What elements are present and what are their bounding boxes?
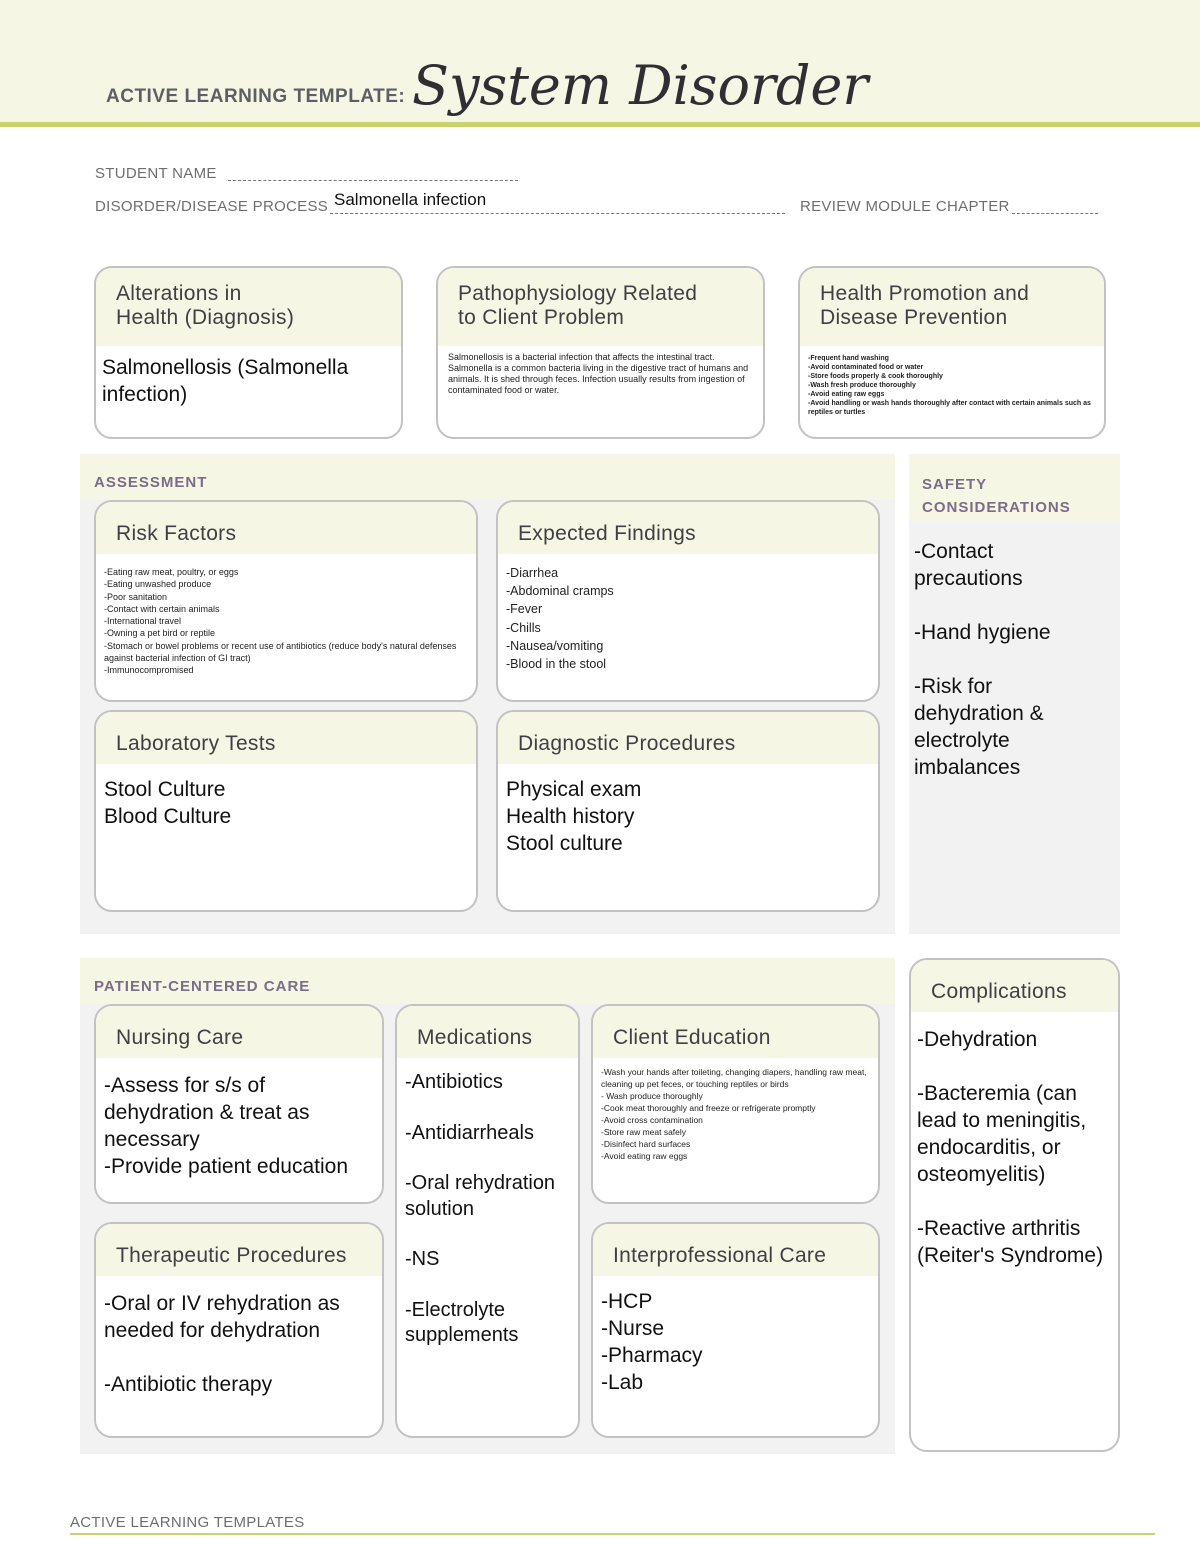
therapeutic-procedures-body — [96, 1276, 382, 1398]
nursing-care-card — [94, 1004, 384, 1204]
interprofessional-item: -Lab — [601, 1371, 644, 1394]
client-education-item: -Wash your hands after toileting, changing diapers, handling raw meat, cleaning up pet feces, or touching reptiles or birds — [601, 1067, 870, 1089]
nursing-care-title: Nursing Care — [96, 1006, 382, 1058]
health-promotion-title-line2: Disease Prevention — [820, 306, 1008, 329]
nursing-care-body — [96, 1058, 382, 1180]
client-education-item: -Avoid cross contamination — [601, 1115, 703, 1125]
complications-card — [909, 958, 1120, 1452]
laboratory-tests-card — [94, 710, 478, 912]
expected-findings-body — [498, 554, 878, 673]
interprofessional-care-title: Interprofessional Care — [593, 1224, 878, 1276]
therapeutic-item: -Oral or IV rehydration as needed for dehydration — [104, 1292, 340, 1342]
health-promotion-title-line1: Health Promotion and — [820, 282, 1030, 305]
disorder-label: DISORDER/DISEASE PROCESS — [95, 198, 329, 215]
complication-item: -Reactive arthritis (Reiter's Syndrome) — [917, 1217, 1104, 1267]
health-promotion-item: -Avoid eating raw eggs — [808, 391, 885, 398]
safety-list — [914, 538, 1104, 781]
risk-factors-title: Risk Factors — [96, 502, 476, 554]
interprofessional-item: -HCP — [601, 1290, 653, 1313]
footer-rule — [70, 1533, 1155, 1535]
page-title: System Disorder — [412, 54, 869, 117]
complications-body — [911, 1012, 1118, 1269]
expected-findings-title: Expected Findings — [498, 502, 878, 554]
medication-item: -Antidiarrheals — [405, 1121, 534, 1144]
medication-item: -NS — [405, 1248, 440, 1270]
finding-item: -Blood in the stool — [506, 657, 607, 672]
student-name-field[interactable] — [228, 180, 518, 181]
pathophysiology-title-line2: to Client Problem — [458, 306, 625, 329]
pathophysiology-card — [436, 266, 765, 439]
laboratory-tests-title: Laboratory Tests — [96, 712, 476, 764]
safety-heading — [922, 473, 1071, 519]
laboratory-tests-body — [96, 764, 476, 830]
client-education-item: -Disinfect hard surfaces — [601, 1139, 691, 1149]
risk-factor-item: -Contact with certain animals — [104, 603, 220, 614]
finding-item: -Fever — [506, 602, 543, 617]
health-promotion-item: -Wash fresh produce thoroughly — [808, 382, 916, 389]
alterations-line: infection) — [102, 383, 188, 406]
client-education-item: -Avoid eating raw eggs — [601, 1151, 688, 1161]
diagnostic-item: Health history — [506, 805, 635, 828]
complication-item: -Dehydration — [917, 1028, 1038, 1051]
diagnostic-item: Physical exam — [506, 778, 642, 801]
risk-factor-item: -Eating raw meat, poultry, or eggs — [104, 567, 239, 577]
medication-item: -Antibiotics — [405, 1071, 503, 1093]
lab-test-item: Blood Culture — [104, 805, 232, 828]
health-promotion-card-header — [800, 268, 1104, 346]
complication-item: -Bacteremia (can lead to meningitis, endocarditis, or osteomyelitis) — [917, 1082, 1087, 1186]
risk-factor-item: -Owning a pet bird or reptile — [104, 628, 216, 639]
safety-item: -Hand hygiene — [914, 621, 1051, 644]
risk-factors-card — [94, 500, 478, 702]
client-education-body — [593, 1058, 878, 1162]
pcc-heading: PATIENT-CENTERED CARE — [94, 978, 311, 995]
safety-heading-line1: SAFETY — [922, 476, 988, 493]
finding-item: -Chills — [506, 620, 541, 635]
alterations-line: Salmonellosis (Salmonella — [102, 356, 349, 379]
risk-factor-item: -Eating unwashed produce — [104, 579, 212, 590]
finding-item: -Nausea/vomiting — [506, 638, 604, 653]
assessment-heading: ASSESSMENT — [94, 474, 208, 491]
disorder-field[interactable] — [330, 213, 785, 214]
medication-item: -Oral rehydration solution — [405, 1172, 556, 1220]
client-education-item: -Store raw meat safely — [601, 1127, 687, 1137]
interprofessional-item: -Pharmacy — [601, 1344, 703, 1367]
health-promotion-item: -Frequent hand washing — [808, 355, 889, 362]
risk-factor-item: -Immunocompromised — [104, 665, 194, 676]
finding-item: -Abdominal cramps — [506, 584, 614, 599]
alterations-title-line1: Alterations in — [116, 282, 242, 305]
expected-findings-card — [496, 500, 880, 702]
nursing-care-item: -Assess for s/s of dehydration & treat as necessary — [104, 1074, 316, 1151]
safety-heading-line2: CONSIDERATIONS — [922, 499, 1071, 516]
complications-title: Complications — [911, 960, 1118, 1012]
client-education-card — [591, 1004, 880, 1204]
header-rule — [0, 122, 1200, 127]
pathophysiology-card-header — [438, 268, 763, 346]
client-education-title: Client Education — [593, 1006, 878, 1058]
health-promotion-item: -Avoid handling or wash hands thoroughly after contact with certain animals such as reptiles or turtles — [808, 400, 1093, 416]
medication-item: -Electrolyte supplements — [405, 1298, 519, 1346]
alterations-card — [94, 266, 403, 439]
nursing-care-item: -Provide patient education — [104, 1155, 348, 1178]
client-education-item: - Wash produce thoroughly — [601, 1091, 703, 1101]
medications-title: Medications — [397, 1006, 578, 1058]
medications-body — [397, 1058, 578, 1349]
diagnostic-procedures-body — [498, 764, 878, 857]
diagnostic-procedures-card — [496, 710, 880, 912]
interprofessional-item: -Nurse — [601, 1317, 665, 1340]
alterations-body — [96, 346, 401, 408]
review-module-label: REVIEW MODULE CHAPTER — [800, 198, 1010, 215]
therapeutic-procedures-card — [94, 1222, 384, 1438]
interprofessional-care-body — [593, 1276, 878, 1396]
student-name-label: STUDENT NAME — [95, 165, 217, 182]
risk-factor-item: -Stomach or bowel problems or recent use of antibiotics (reduce body's natural defenses against bacterial infection of GI tract) — [104, 640, 459, 664]
pathophysiology-title-line1: Pathophysiology Related — [458, 282, 698, 305]
diagnostic-procedures-title: Diagnostic Procedures — [498, 712, 878, 764]
health-promotion-item: -Avoid contaminated food or water — [808, 364, 924, 371]
footer-text: ACTIVE LEARNING TEMPLATES — [70, 1514, 305, 1531]
interprofessional-care-card — [591, 1222, 880, 1438]
health-promotion-body — [800, 346, 1104, 417]
alterations-card-header — [96, 268, 401, 346]
safety-item: -Contact precautions — [914, 540, 1023, 590]
pathophysiology-body: Salmonellosis is a bacterial infection that affects the intestinal tract. Salmonella is a common bacteria living in the digestive tract of humans and animals. It is shed through feces. Infection usually results from ingestion of contaminated food or water. — [448, 352, 749, 395]
medications-card — [395, 1004, 580, 1438]
alterations-title-line2: Health (Diagnosis) — [116, 306, 295, 329]
risk-factors-body — [96, 554, 476, 677]
review-module-field[interactable] — [1012, 213, 1098, 214]
health-promotion-item: -Store foods properly & cook thoroughly — [808, 373, 943, 380]
safety-item: -Risk for dehydration & electrolyte imbalances — [914, 675, 1044, 779]
therapeutic-item: -Antibiotic therapy — [104, 1373, 273, 1396]
risk-factor-item: -Poor sanitation — [104, 591, 168, 602]
client-education-item: -Cook meat thoroughly and freeze or refrigerate promptly — [601, 1103, 816, 1113]
diagnostic-item: Stool culture — [506, 832, 623, 855]
risk-factor-item: -International travel — [104, 616, 182, 627]
lab-test-item: Stool Culture — [104, 778, 226, 801]
finding-item: -Diarrhea — [506, 566, 559, 580]
template-label: ACTIVE LEARNING TEMPLATE: — [106, 86, 406, 107]
therapeutic-procedures-title: Therapeutic Procedures — [96, 1224, 382, 1276]
disorder-value: Salmonella infection — [334, 190, 487, 209]
health-promotion-card — [798, 266, 1106, 439]
